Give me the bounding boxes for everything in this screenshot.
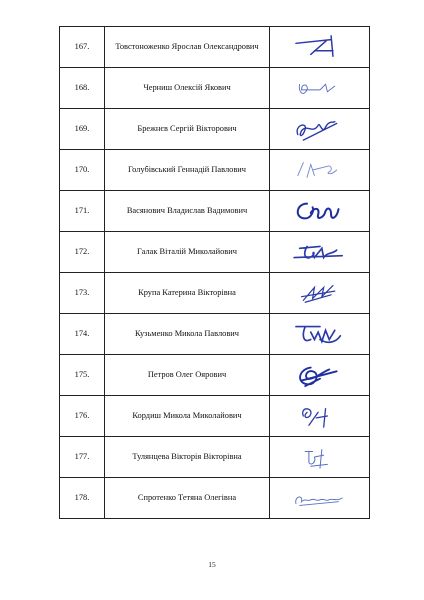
handwritten-signature-icon: [283, 358, 357, 392]
table-row: [60, 396, 370, 437]
table-row: [60, 191, 370, 232]
person-name: Крупа Катерина Вікторівна: [105, 273, 270, 314]
table-row: [60, 27, 370, 68]
table-row: [60, 314, 370, 355]
table-row: [60, 109, 370, 150]
signature-cell: [270, 437, 370, 478]
person-name: Петров Олег Оярович: [105, 355, 270, 396]
row-number: 177.: [60, 437, 105, 478]
row-number: 167.: [60, 27, 105, 68]
signature-cell: [270, 478, 370, 519]
handwritten-signature-icon: [283, 30, 357, 64]
row-number: 175.: [60, 355, 105, 396]
person-name: Васянович Владислав Вадимович: [105, 191, 270, 232]
signature-cell: [270, 232, 370, 273]
table-row: [60, 68, 370, 109]
row-number: 170.: [60, 150, 105, 191]
signature-cell: [270, 27, 370, 68]
row-number: 168.: [60, 68, 105, 109]
handwritten-signature-icon: [283, 194, 357, 228]
signature-table: [59, 26, 370, 519]
handwritten-signature-icon: [283, 71, 357, 105]
signature-cell: [270, 314, 370, 355]
person-name: Кузьменко Микола Павлович: [105, 314, 270, 355]
handwritten-signature-icon: [283, 235, 357, 269]
signature-cell: [270, 396, 370, 437]
person-name: Тулянцева Вікторія Вікторівна: [105, 437, 270, 478]
signature-cell: [270, 355, 370, 396]
signature-cell: [270, 109, 370, 150]
person-name: Голубівський Геннадій Павлович: [105, 150, 270, 191]
handwritten-signature-icon: [283, 112, 357, 146]
row-number: 176.: [60, 396, 105, 437]
person-name: Кордиш Микола Миколайович: [105, 396, 270, 437]
row-number: 173.: [60, 273, 105, 314]
handwritten-signature-icon: [283, 276, 357, 310]
handwritten-signature-icon: [283, 481, 357, 515]
person-name: Брежнєв Сергій Вікторович: [105, 109, 270, 150]
table-row: [60, 150, 370, 191]
signature-cell: [270, 150, 370, 191]
handwritten-signature-icon: [283, 317, 357, 351]
signature-cell: [270, 68, 370, 109]
handwritten-signature-icon: [283, 440, 357, 474]
row-number: 169.: [60, 109, 105, 150]
person-name: Галак Віталій Миколайович: [105, 232, 270, 273]
signature-cell: [270, 191, 370, 232]
page-number: 15: [208, 560, 216, 569]
row-number: 174.: [60, 314, 105, 355]
table-row: [60, 478, 370, 519]
table-row: [60, 232, 370, 273]
table-row: [60, 437, 370, 478]
row-number: 178.: [60, 478, 105, 519]
signature-cell: [270, 273, 370, 314]
handwritten-signature-icon: [283, 399, 357, 433]
table-row: [60, 355, 370, 396]
person-name: Черниш Олексій Якович: [105, 68, 270, 109]
person-name: Спротенко Тетяна Олегівна: [105, 478, 270, 519]
handwritten-signature-icon: [283, 153, 357, 187]
row-number: 171.: [60, 191, 105, 232]
person-name: Товстоноженко Ярослав Олександрович: [105, 27, 270, 68]
table-row: [60, 273, 370, 314]
row-number: 172.: [60, 232, 105, 273]
